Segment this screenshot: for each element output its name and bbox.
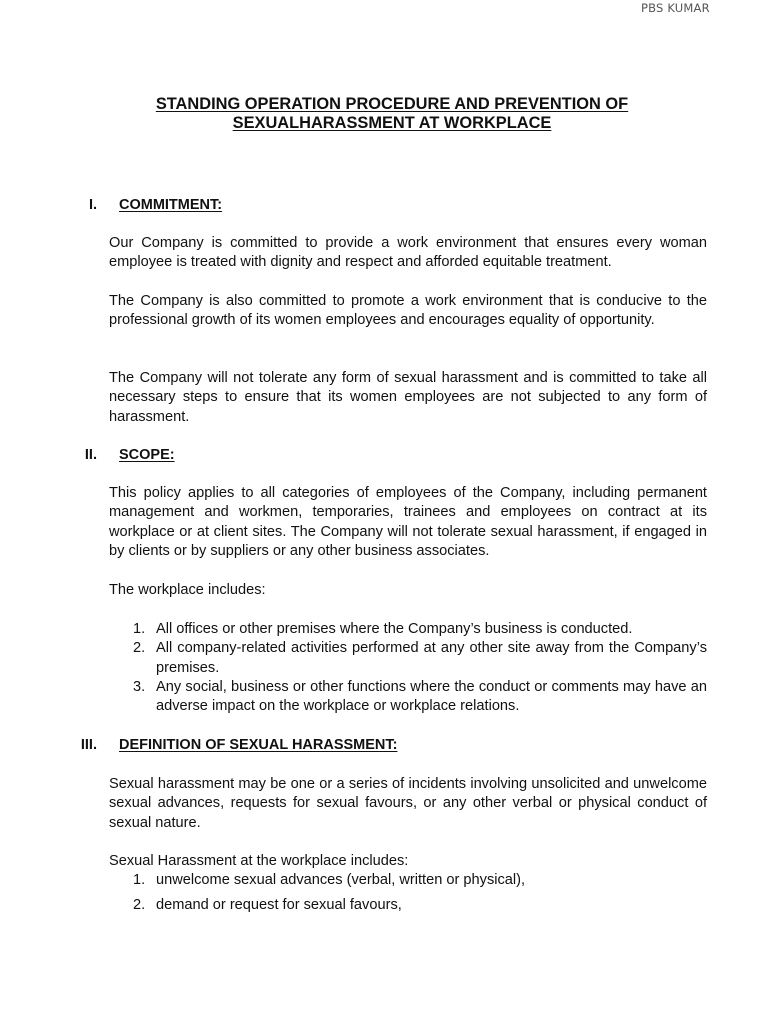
- section-1-paragraph-3: The Company will not tolerate any form of sexual harassment and is committed to take all necessary steps to ensure that its women employees are not subjected to any form of harassment.: [109, 370, 707, 425]
- section-1-label: COMMITMENT:: [119, 197, 223, 213]
- list-item-number: 1.: [133, 621, 146, 637]
- section-3-number: III.: [80, 737, 97, 753]
- header-author: PBS KUMAR: [641, 1, 710, 15]
- list-item: [109, 871, 707, 890]
- section-3-paragraph-1: Sexual harassment may be one or a series of incidents involving unsolicited and unwelcome sexual advances, requests for sexual favours, or any other verbal or physical conduct of sexual nature.: [109, 776, 707, 831]
- list-item-text: All offices or other premises where the Company’s business is conducted.: [156, 621, 633, 637]
- harassment-list: [109, 871, 707, 916]
- section-1-heading: [119, 197, 222, 213]
- section-3-heading: [119, 737, 397, 753]
- list-item: [109, 678, 707, 717]
- title-line-2: SEXUALHARASSMENT AT WORKPLACE: [232, 114, 552, 132]
- list-item-text: demand or request for sexual favours,: [156, 897, 402, 914]
- section-3-label: DEFINITION OF SEXUAL HARASSMENT:: [119, 737, 398, 753]
- section-1-number: I.: [88, 197, 97, 213]
- section-2-heading: [119, 447, 175, 463]
- list-item-number: 3.: [133, 678, 146, 695]
- list-item-number: 2.: [133, 640, 146, 657]
- list-item: [109, 639, 707, 678]
- section-2-label: SCOPE:: [119, 447, 175, 463]
- section-2-paragraph-2: The workplace includes:: [109, 582, 266, 598]
- document-title: [0, 95, 768, 133]
- list-item-number: 2.: [133, 897, 146, 914]
- list-item-text: Any social, business or other functions where the conduct or comments may have an adverse impact on the workplace or workplace relations.: [156, 678, 707, 715]
- section-2-paragraph-1: This policy applies to all categories of employees of the Company, including permanent management and workmen, temporaries, trainees and employees on contract at its workplace or at client sites. The Company will not tolerate sexual harassment, if engaged in by clients or by suppliers or any other business associates.: [109, 485, 707, 559]
- list-item-number: 1.: [133, 872, 146, 888]
- list-item-text: All company-related activities performed at any other site away from the Company’s premises.: [156, 640, 707, 676]
- list-item: [109, 896, 707, 915]
- list-item-text: unwelcome sexual advances (verbal, written or physical),: [156, 872, 526, 888]
- section-3-paragraph-2: Sexual Harassment at the workplace includes:: [109, 853, 409, 869]
- section-2-number: II.: [84, 447, 97, 463]
- title-line-1: STANDING OPERATION PROCEDURE AND PREVENTION OF: [155, 95, 629, 113]
- section-1-paragraph-1: Our Company is committed to provide a work environment that ensures every woman employee is treated with dignity and respect and afforded equitable treatment.: [109, 235, 707, 271]
- workplace-list: [109, 620, 707, 716]
- list-item: [109, 620, 707, 639]
- section-1-paragraph-2: The Company is also committed to promote a work environment that is conducive to the professional growth of its women employees and encourages equality of opportunity.: [109, 293, 707, 329]
